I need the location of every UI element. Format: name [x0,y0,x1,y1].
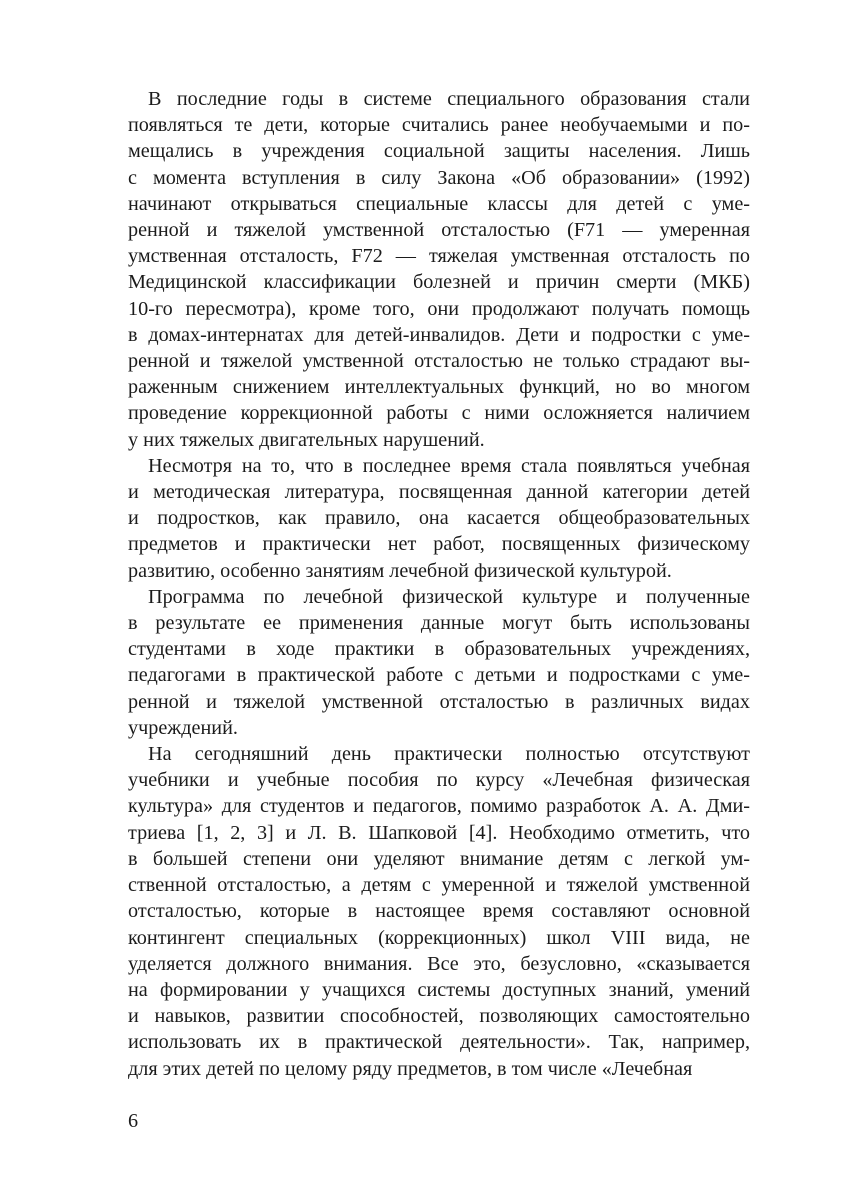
text-line: у них тяжелых двигательных нарушений. [128,428,485,451]
text-line: учреждений. [128,716,238,739]
text-line: и методическая литература, посвященная данной категории детей [128,481,750,504]
text-line: мещались в учреждения социальной защиты населения. Лишь [128,140,750,163]
text-line: для этих детей по целому ряду предметов, в том числе «Лечебная [128,1057,693,1080]
text-line: предметов и практически нет работ, посвященных физическому [128,533,750,556]
text-line: отсталостью, которые в настоящее время составляют основной [128,900,750,923]
text-line: культура» для студентов и педагогов, помимо разработок А. А. Дми- [128,795,750,818]
text-line: использовать их в практической деятельности». Так, например, [128,1031,750,1054]
text-line: на формировании у учащихся системы доступных знаний, умений [128,978,750,1001]
text-line: ренной и тяжелой умственной отсталостью не только страдают вы- [128,350,750,373]
text-line: триева [1, 2, 3] и Л. В. Шапковой [4]. Необходимо отметить, что [128,821,750,844]
text-line: студентами в ходе практики в образовательных учреждениях, [128,638,750,661]
text-line: педагогами в практической работе с детьми и подростками с уме- [128,664,750,687]
text-line: умственная отсталость, F72 — тяжелая умственная отсталость по [128,245,750,268]
text-line: с момента вступления в силу Закона «Об образовании» (1992) [128,166,750,189]
text-line: в домах-интернатах для детей-инвалидов. Дети и подростки с уме- [128,323,750,346]
text-line: в большей степени они уделяют внимание детям с легкой ум- [128,847,750,870]
body-text [128,86,750,1082]
paragraph [128,86,750,453]
paragraph [128,741,750,1082]
text-line: Несмотря на то, что в последнее время стала появляться учебная [148,454,750,477]
text-line: контингент специальных (коррекционных) школ VIII вида, не [128,926,750,949]
text-line: проведение коррекционной работы с ними осложняется наличием [128,402,750,425]
text-line: и навыков, развитии способностей, позволяющих самостоятельно [128,1005,750,1028]
text-line: в результате ее применения данные могут быть использованы [128,612,750,635]
text-line: развитию, особенно занятиям лечебной физической культурой. [128,559,672,582]
text-line: 10-го пересмотра), кроме того, они продолжают получать помощь [128,297,750,320]
text-line: уделяется должного внимания. Все это, безусловно, «сказывается [128,952,750,975]
text-line: Программа по лечебной физической культуре и полученные [148,585,750,608]
text-line: учебники и учебные пособия по курсу «Лечебная физическая [128,769,750,792]
text-line: ственной отсталостью, а детям с умеренной и тяжелой умственной [128,874,750,897]
text-line: В последние годы в системе специального образования стали [148,88,750,110]
text-line: Медицинской классификации болезней и причин смерти (МКБ) [128,271,750,294]
text-line: ренной и тяжелой умственной отсталостью (F71 — умеренная [128,219,750,242]
paragraph [128,584,750,741]
text-line: и подростков, как правило, она касается общеобразовательных [128,507,750,530]
page-number: 6 [128,1110,139,1132]
paragraph [128,453,750,584]
text-line: появляться те дети, которые считались ранее необучаемыми и по- [128,114,750,137]
text-line: начинают открываться специальные классы для детей с уме- [128,192,750,215]
text-line: На сегодняшний день практически полностью отсутствуют [148,743,750,766]
text-line: раженным снижением интеллектуальных функций, но во многом [128,376,750,399]
text-line: ренной и тяжелой умственной отсталостью в различных видах [128,690,750,713]
